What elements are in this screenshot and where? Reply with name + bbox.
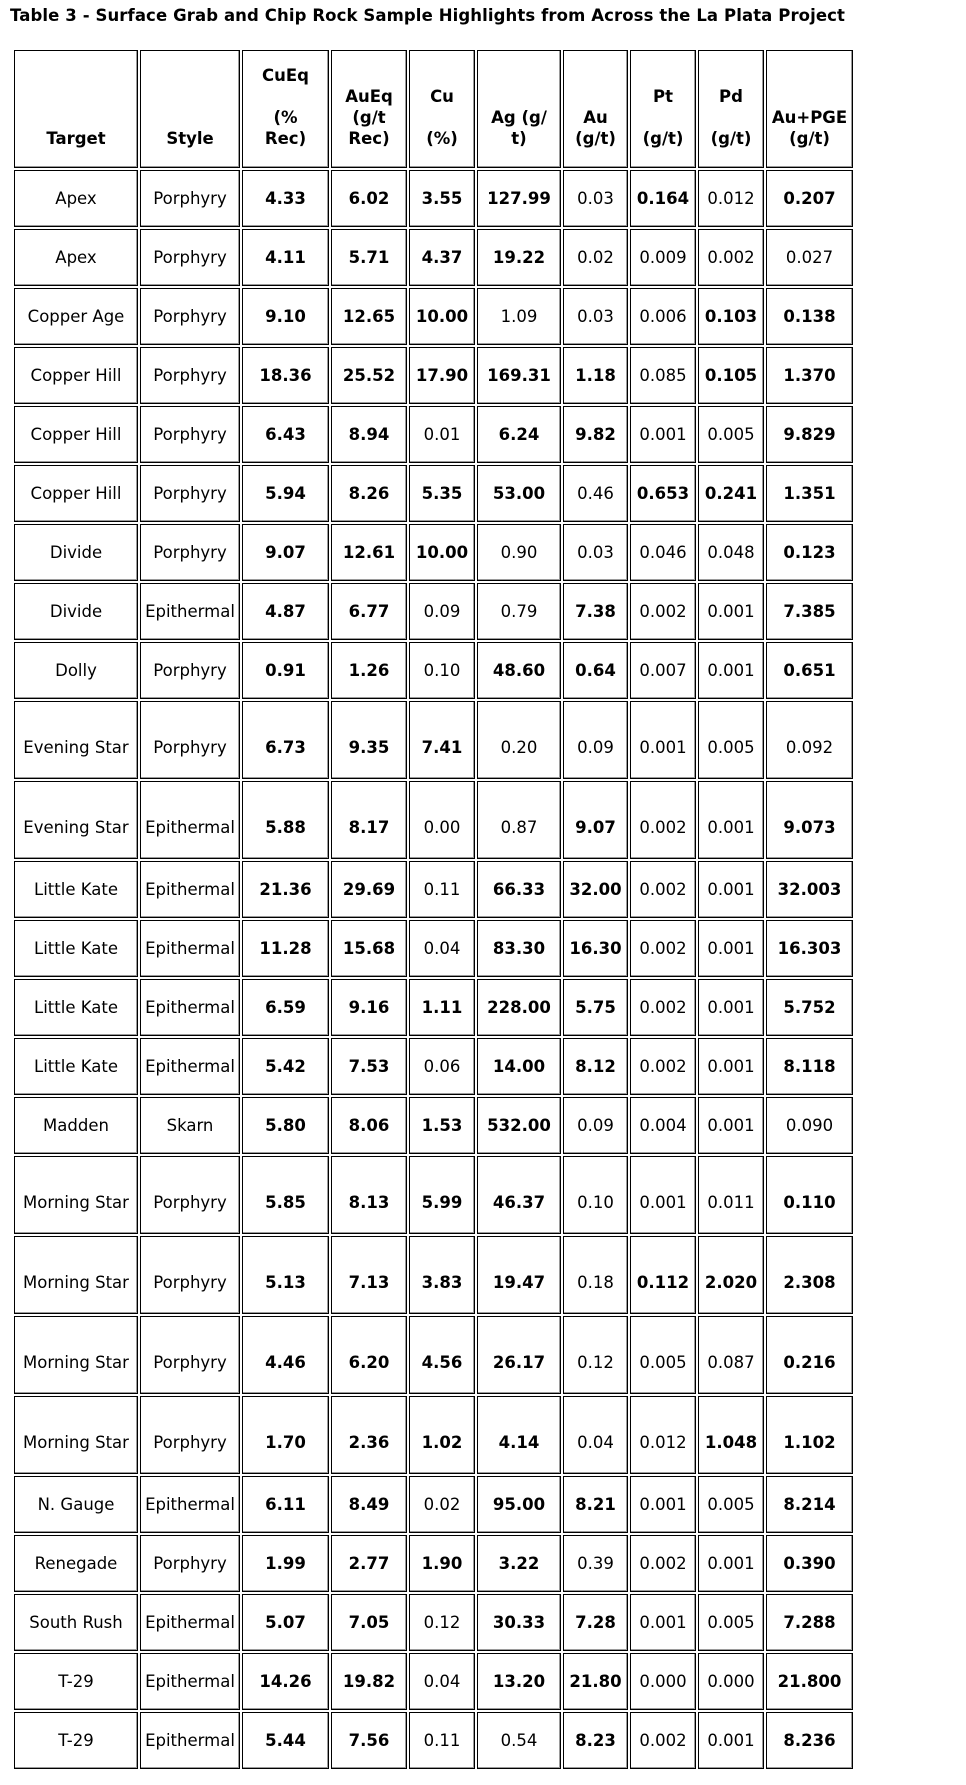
cell-cueq: 5.42 (242, 1038, 329, 1095)
cell-style: Epithermal (140, 1653, 240, 1710)
cell-style: Porphyry (140, 642, 240, 699)
cell-aueq: 1.26 (331, 642, 407, 699)
cell-pt: 0.005 (630, 1316, 696, 1394)
cell-ag: 95.00 (477, 1476, 561, 1533)
cell-pd: 0.048 (698, 524, 764, 581)
cell-aueq: 8.06 (331, 1097, 407, 1154)
cell-cu: 0.11 (409, 1712, 475, 1769)
cell-pd: 2.020 (698, 1236, 764, 1314)
cell-pt: 0.001 (630, 406, 696, 463)
cell-au-pge: 0.216 (766, 1316, 853, 1394)
cell-pt: 0.085 (630, 347, 696, 404)
cell-cueq: 4.87 (242, 583, 329, 640)
cell-pd: 0.001 (698, 642, 764, 699)
cell-pd: 0.001 (698, 979, 764, 1036)
cell-style: Epithermal (140, 781, 240, 859)
cell-pd: 0.005 (698, 701, 764, 779)
cell-cu: 3.55 (409, 170, 475, 227)
table-row (14, 347, 853, 404)
cell-aueq: 7.53 (331, 1038, 407, 1095)
table-row (14, 1236, 853, 1314)
cell-pt: 0.046 (630, 524, 696, 581)
cell-pt: 0.002 (630, 781, 696, 859)
cell-target: Little Kate (14, 979, 138, 1036)
cell-ag: 228.00 (477, 979, 561, 1036)
cell-pd: 0.001 (698, 1535, 764, 1592)
cell-target: Madden (14, 1097, 138, 1154)
header-pt: Pt (g/t) (630, 50, 696, 168)
cell-cu: 0.04 (409, 1653, 475, 1710)
cell-au-pge: 0.207 (766, 170, 853, 227)
cell-style: Porphyry (140, 701, 240, 779)
cell-ag: 48.60 (477, 642, 561, 699)
cell-target: Copper Hill (14, 347, 138, 404)
cell-cu: 0.11 (409, 861, 475, 918)
cell-pt: 0.001 (630, 1476, 696, 1533)
cell-target: N. Gauge (14, 1476, 138, 1533)
table-row (14, 1594, 853, 1651)
cell-aueq: 8.26 (331, 465, 407, 522)
cell-au: 0.04 (563, 1396, 628, 1474)
cell-pt: 0.653 (630, 465, 696, 522)
cell-cueq: 5.88 (242, 781, 329, 859)
cell-au-pge: 8.118 (766, 1038, 853, 1095)
cell-target: T-29 (14, 1712, 138, 1769)
table-row (14, 583, 853, 640)
cell-style: Epithermal (140, 583, 240, 640)
header-au-pge: Au+PGE (g/t) (766, 50, 853, 168)
table-row (14, 1535, 853, 1592)
cell-au-pge: 0.027 (766, 229, 853, 286)
cell-au: 8.23 (563, 1712, 628, 1769)
header-au: Au (g/t) (563, 50, 628, 168)
table-row (14, 465, 853, 522)
cell-pt: 0.164 (630, 170, 696, 227)
cell-cu: 0.02 (409, 1476, 475, 1533)
cell-au: 16.30 (563, 920, 628, 977)
cell-ag: 1.09 (477, 288, 561, 345)
cell-pt: 0.004 (630, 1097, 696, 1154)
cell-target: Copper Age (14, 288, 138, 345)
table-row (14, 1712, 853, 1769)
cell-ag: 3.22 (477, 1535, 561, 1592)
header-style: Style (140, 50, 240, 168)
cell-pt: 0.002 (630, 1535, 696, 1592)
header-target: Target (14, 50, 138, 168)
cell-style: Porphyry (140, 229, 240, 286)
table-row (14, 1038, 853, 1095)
cell-pd: 0.087 (698, 1316, 764, 1394)
cell-au-pge: 21.800 (766, 1653, 853, 1710)
cell-target: South Rush (14, 1594, 138, 1651)
cell-pd: 0.103 (698, 288, 764, 345)
cell-style: Epithermal (140, 1038, 240, 1095)
cell-cu: 0.09 (409, 583, 475, 640)
cell-cueq: 9.07 (242, 524, 329, 581)
table-row (14, 861, 853, 918)
cell-cu: 1.90 (409, 1535, 475, 1592)
cell-cueq: 6.11 (242, 1476, 329, 1533)
cell-au: 0.39 (563, 1535, 628, 1592)
cell-au: 0.02 (563, 229, 628, 286)
table-row (14, 170, 853, 227)
cell-au-pge: 16.303 (766, 920, 853, 977)
table-row (14, 1097, 853, 1154)
cell-au-pge: 2.308 (766, 1236, 853, 1314)
cell-cu: 3.83 (409, 1236, 475, 1314)
cell-cu: 1.11 (409, 979, 475, 1036)
cell-au: 7.38 (563, 583, 628, 640)
cell-target: Divide (14, 583, 138, 640)
cell-au: 8.21 (563, 1476, 628, 1533)
cell-au-pge: 0.651 (766, 642, 853, 699)
cell-cueq: 5.85 (242, 1156, 329, 1234)
cell-pd: 0.012 (698, 170, 764, 227)
cell-cu: 0.00 (409, 781, 475, 859)
cell-pt: 0.002 (630, 979, 696, 1036)
cell-target: T-29 (14, 1653, 138, 1710)
cell-target: Morning Star (14, 1316, 138, 1394)
cell-cueq: 4.46 (242, 1316, 329, 1394)
cell-cu: 1.53 (409, 1097, 475, 1154)
cell-aueq: 7.05 (331, 1594, 407, 1651)
cell-target: Copper Hill (14, 406, 138, 463)
cell-cueq: 1.70 (242, 1396, 329, 1474)
cell-target: Renegade (14, 1535, 138, 1592)
cell-aueq: 12.61 (331, 524, 407, 581)
cell-cu: 0.01 (409, 406, 475, 463)
cell-au-pge: 1.102 (766, 1396, 853, 1474)
cell-style: Epithermal (140, 1476, 240, 1533)
table-row (14, 229, 853, 286)
cell-aueq: 8.94 (331, 406, 407, 463)
cell-au: 0.03 (563, 288, 628, 345)
cell-au: 32.00 (563, 861, 628, 918)
cell-pd: 1.048 (698, 1396, 764, 1474)
cell-cu: 10.00 (409, 524, 475, 581)
cell-style: Porphyry (140, 170, 240, 227)
cell-au: 0.03 (563, 524, 628, 581)
cell-cu: 4.37 (409, 229, 475, 286)
cell-au: 0.09 (563, 1097, 628, 1154)
cell-pd: 0.105 (698, 347, 764, 404)
cell-au-pge: 9.829 (766, 406, 853, 463)
cell-au-pge: 8.236 (766, 1712, 853, 1769)
cell-cueq: 6.43 (242, 406, 329, 463)
cell-au: 8.12 (563, 1038, 628, 1095)
cell-aueq: 8.49 (331, 1476, 407, 1533)
cell-aueq: 9.35 (331, 701, 407, 779)
table-row (14, 701, 853, 779)
table-row (14, 1316, 853, 1394)
cell-au: 1.18 (563, 347, 628, 404)
cell-style: Porphyry (140, 465, 240, 522)
table-body (14, 170, 853, 1769)
cell-pt: 0.002 (630, 920, 696, 977)
cell-ag: 6.24 (477, 406, 561, 463)
cell-au-pge: 0.123 (766, 524, 853, 581)
cell-pt: 0.000 (630, 1653, 696, 1710)
cell-au: 0.09 (563, 701, 628, 779)
cell-aueq: 2.77 (331, 1535, 407, 1592)
cell-aueq: 6.77 (331, 583, 407, 640)
cell-au: 0.64 (563, 642, 628, 699)
cell-au-pge: 1.351 (766, 465, 853, 522)
cell-aueq: 6.20 (331, 1316, 407, 1394)
cell-pd: 0.001 (698, 583, 764, 640)
cell-au-pge: 9.073 (766, 781, 853, 859)
header-ag: Ag (g/ t) (477, 50, 561, 168)
cell-target: Morning Star (14, 1156, 138, 1234)
cell-cu: 0.04 (409, 920, 475, 977)
cell-style: Epithermal (140, 1712, 240, 1769)
cell-ag: 53.00 (477, 465, 561, 522)
header-cu: Cu (%) (409, 50, 475, 168)
cell-au-pge: 7.288 (766, 1594, 853, 1651)
cell-au: 0.03 (563, 170, 628, 227)
cell-pd: 0.001 (698, 781, 764, 859)
cell-ag: 4.14 (477, 1396, 561, 1474)
cell-pt: 0.112 (630, 1236, 696, 1314)
cell-pt: 0.006 (630, 288, 696, 345)
cell-au: 7.28 (563, 1594, 628, 1651)
cell-style: Epithermal (140, 1594, 240, 1651)
cell-ag: 0.54 (477, 1712, 561, 1769)
cell-cueq: 0.91 (242, 642, 329, 699)
cell-cueq: 5.44 (242, 1712, 329, 1769)
cell-aueq: 6.02 (331, 170, 407, 227)
cell-target: Evening Star (14, 781, 138, 859)
cell-target: Divide (14, 524, 138, 581)
cell-cueq: 21.36 (242, 861, 329, 918)
cell-pt: 0.001 (630, 1594, 696, 1651)
cell-au: 0.10 (563, 1156, 628, 1234)
cell-pd: 0.005 (698, 1476, 764, 1533)
cell-aueq: 15.68 (331, 920, 407, 977)
cell-cueq: 6.59 (242, 979, 329, 1036)
cell-cu: 10.00 (409, 288, 475, 345)
cell-pd: 0.001 (698, 861, 764, 918)
cell-au: 0.12 (563, 1316, 628, 1394)
cell-target: Dolly (14, 642, 138, 699)
cell-style: Porphyry (140, 347, 240, 404)
table-row (14, 1653, 853, 1710)
cell-aueq: 2.36 (331, 1396, 407, 1474)
cell-target: Little Kate (14, 861, 138, 918)
cell-style: Porphyry (140, 1396, 240, 1474)
cell-cu: 1.02 (409, 1396, 475, 1474)
cell-pd: 0.005 (698, 1594, 764, 1651)
cell-cueq: 5.80 (242, 1097, 329, 1154)
cell-au: 9.07 (563, 781, 628, 859)
cell-aueq: 25.52 (331, 347, 407, 404)
cell-pd: 0.001 (698, 920, 764, 977)
header-row (14, 50, 853, 168)
cell-ag: 66.33 (477, 861, 561, 918)
cell-aueq: 8.13 (331, 1156, 407, 1234)
cell-pt: 0.002 (630, 583, 696, 640)
cell-style: Porphyry (140, 524, 240, 581)
cell-pt: 0.012 (630, 1396, 696, 1474)
cell-cu: 17.90 (409, 347, 475, 404)
cell-au-pge: 8.214 (766, 1476, 853, 1533)
cell-pd: 0.000 (698, 1653, 764, 1710)
table-row (14, 524, 853, 581)
cell-ag: 532.00 (477, 1097, 561, 1154)
cell-au-pge: 0.138 (766, 288, 853, 345)
cell-cu: 7.41 (409, 701, 475, 779)
cell-target: Copper Hill (14, 465, 138, 522)
cell-target: Little Kate (14, 920, 138, 977)
cell-cueq: 5.94 (242, 465, 329, 522)
cell-style: Epithermal (140, 861, 240, 918)
cell-aueq: 5.71 (331, 229, 407, 286)
cell-ag: 0.20 (477, 701, 561, 779)
cell-ag: 169.31 (477, 347, 561, 404)
cell-pd: 0.241 (698, 465, 764, 522)
table-row (14, 1476, 853, 1533)
cell-cu: 5.35 (409, 465, 475, 522)
table-row (14, 781, 853, 859)
cell-cu: 4.56 (409, 1316, 475, 1394)
table-title: Table 3 - Surface Grab and Chip Rock Sample Highlights from Across the La Plata Project (10, 6, 846, 25)
cell-aueq: 12.65 (331, 288, 407, 345)
table-row (14, 288, 853, 345)
table-row (14, 642, 853, 699)
cell-ag: 26.17 (477, 1316, 561, 1394)
cell-ag: 19.22 (477, 229, 561, 286)
cell-au-pge: 0.090 (766, 1097, 853, 1154)
cell-au-pge: 5.752 (766, 979, 853, 1036)
cell-au-pge: 0.390 (766, 1535, 853, 1592)
table-row (14, 406, 853, 463)
cell-pd: 0.001 (698, 1097, 764, 1154)
cell-cueq: 9.10 (242, 288, 329, 345)
cell-cueq: 4.33 (242, 170, 329, 227)
cell-au: 9.82 (563, 406, 628, 463)
header-cueq: CuEq (% Rec) (242, 50, 329, 168)
cell-au-pge: 1.370 (766, 347, 853, 404)
cell-cu: 0.10 (409, 642, 475, 699)
cell-cueq: 4.11 (242, 229, 329, 286)
cell-cu: 0.06 (409, 1038, 475, 1095)
header-pd: Pd (g/t) (698, 50, 764, 168)
cell-style: Skarn (140, 1097, 240, 1154)
cell-ag: 13.20 (477, 1653, 561, 1710)
cell-style: Porphyry (140, 1316, 240, 1394)
sample-highlights-table (12, 48, 855, 1771)
cell-target: Apex (14, 170, 138, 227)
cell-target: Morning Star (14, 1396, 138, 1474)
cell-cueq: 5.13 (242, 1236, 329, 1314)
cell-ag: 127.99 (477, 170, 561, 227)
cell-cueq: 1.99 (242, 1535, 329, 1592)
table-row (14, 1396, 853, 1474)
cell-target: Apex (14, 229, 138, 286)
cell-aueq: 9.16 (331, 979, 407, 1036)
cell-aueq: 29.69 (331, 861, 407, 918)
cell-aueq: 7.13 (331, 1236, 407, 1314)
cell-style: Porphyry (140, 1535, 240, 1592)
cell-style: Porphyry (140, 1236, 240, 1314)
cell-style: Epithermal (140, 979, 240, 1036)
table-row (14, 1156, 853, 1234)
cell-style: Porphyry (140, 1156, 240, 1234)
cell-ag: 46.37 (477, 1156, 561, 1234)
cell-target: Evening Star (14, 701, 138, 779)
cell-pd: 0.011 (698, 1156, 764, 1234)
cell-ag: 0.79 (477, 583, 561, 640)
cell-cu: 5.99 (409, 1156, 475, 1234)
cell-cueq: 6.73 (242, 701, 329, 779)
cell-pd: 0.002 (698, 229, 764, 286)
cell-cueq: 18.36 (242, 347, 329, 404)
cell-ag: 0.87 (477, 781, 561, 859)
cell-aueq: 19.82 (331, 1653, 407, 1710)
cell-cu: 0.12 (409, 1594, 475, 1651)
cell-aueq: 7.56 (331, 1712, 407, 1769)
cell-au: 21.80 (563, 1653, 628, 1710)
cell-cueq: 14.26 (242, 1653, 329, 1710)
cell-target: Morning Star (14, 1236, 138, 1314)
cell-ag: 19.47 (477, 1236, 561, 1314)
cell-pd: 0.001 (698, 1038, 764, 1095)
cell-pt: 0.007 (630, 642, 696, 699)
table-row (14, 979, 853, 1036)
cell-pd: 0.001 (698, 1712, 764, 1769)
cell-aueq: 8.17 (331, 781, 407, 859)
cell-ag: 0.90 (477, 524, 561, 581)
cell-au: 0.46 (563, 465, 628, 522)
cell-au-pge: 32.003 (766, 861, 853, 918)
cell-pt: 0.002 (630, 1038, 696, 1095)
cell-au-pge: 0.110 (766, 1156, 853, 1234)
cell-au: 0.18 (563, 1236, 628, 1314)
cell-pt: 0.002 (630, 861, 696, 918)
cell-pt: 0.001 (630, 1156, 696, 1234)
cell-style: Epithermal (140, 920, 240, 977)
table-row (14, 920, 853, 977)
cell-pt: 0.001 (630, 701, 696, 779)
cell-target: Little Kate (14, 1038, 138, 1095)
cell-au-pge: 0.092 (766, 701, 853, 779)
cell-ag: 83.30 (477, 920, 561, 977)
cell-au: 5.75 (563, 979, 628, 1036)
cell-ag: 30.33 (477, 1594, 561, 1651)
cell-cueq: 5.07 (242, 1594, 329, 1651)
cell-style: Porphyry (140, 288, 240, 345)
cell-pd: 0.005 (698, 406, 764, 463)
cell-pt: 0.009 (630, 229, 696, 286)
cell-style: Porphyry (140, 406, 240, 463)
cell-pt: 0.002 (630, 1712, 696, 1769)
cell-cueq: 11.28 (242, 920, 329, 977)
header-aueq: AuEq (g/t Rec) (331, 50, 407, 168)
cell-au-pge: 7.385 (766, 583, 853, 640)
cell-ag: 14.00 (477, 1038, 561, 1095)
